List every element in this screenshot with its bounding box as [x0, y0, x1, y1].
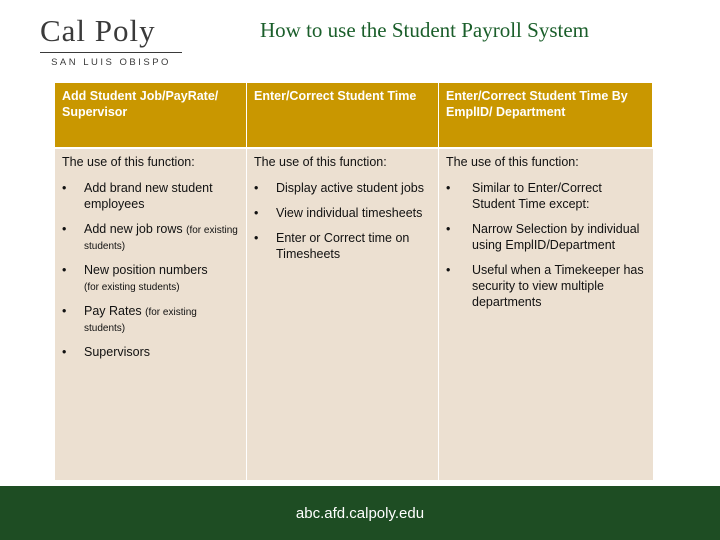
- list-item: [446, 262, 646, 310]
- list-item: [62, 221, 239, 253]
- list-item: [62, 344, 239, 360]
- bullet-glyph: •: [62, 345, 67, 359]
- item-text: Add new job rows: [84, 222, 187, 236]
- cell-enter-correct-time: [247, 149, 439, 480]
- item-note: (for existing students): [84, 225, 238, 252]
- bullet-glyph: •: [446, 222, 451, 236]
- header-enter-correct-time: Enter/Correct Student Time: [247, 83, 439, 149]
- list-item: [446, 180, 646, 212]
- logo-subtitle: SAN LUIS OBISPO: [51, 57, 171, 68]
- bullet-list: [254, 180, 431, 262]
- item-text: View individual timesheets: [276, 206, 423, 220]
- bullet-glyph: •: [62, 263, 67, 277]
- bullet-list: [446, 180, 646, 310]
- cell-add-student-job: [55, 149, 247, 480]
- cell-intro: The use of this function:: [446, 155, 579, 169]
- item-note: (for existing students): [84, 282, 180, 293]
- bullet-glyph: •: [446, 263, 451, 277]
- bullet-glyph: •: [446, 181, 451, 195]
- list-item: [254, 205, 431, 221]
- logo-divider: [40, 52, 182, 53]
- item-text: Display active student jobs: [276, 181, 424, 195]
- item-text: Add brand new student employees: [84, 181, 213, 211]
- item-text: Narrow Selection by individual using EmplID/Department: [472, 222, 640, 252]
- item-text: New position numbers: [84, 263, 208, 277]
- bullet-glyph: •: [62, 304, 67, 318]
- footer-bar: [0, 486, 720, 540]
- footer-url-link[interactable]: abc.afd.calpoly.edu: [295, 504, 425, 522]
- item-text: Useful when a Timekeeper has security to view multiple departments: [472, 263, 644, 309]
- function-table: [55, 83, 653, 480]
- bullet-glyph: •: [254, 181, 259, 195]
- bullet-list: [62, 180, 239, 360]
- list-item: [254, 230, 431, 262]
- item-text: Supervisors: [84, 345, 150, 359]
- bullet-glyph: •: [254, 206, 259, 220]
- bullet-glyph: •: [254, 231, 259, 245]
- cell-enter-correct-time-by-emplid: [439, 149, 653, 480]
- list-item: [62, 303, 239, 335]
- item-text: Enter or Correct time on Timesheets: [276, 231, 410, 261]
- item-text: Pay Rates: [84, 304, 146, 318]
- list-item: [62, 262, 239, 294]
- cell-intro: The use of this function:: [254, 155, 387, 169]
- slide-title: How to use the Student Payroll System: [260, 18, 589, 42]
- cell-intro: The use of this function:: [62, 155, 195, 169]
- list-item: [62, 180, 239, 212]
- bullet-glyph: •: [62, 222, 67, 236]
- cal-poly-logo: [40, 14, 182, 68]
- item-text: Similar to Enter/Correct Student Time except:: [472, 181, 602, 211]
- list-item: [446, 221, 646, 253]
- header-enter-correct-time-by-emplid: Enter/Correct Student Time By EmplID/ Department: [439, 83, 653, 149]
- logo-wordmark: Cal Poly: [40, 13, 156, 48]
- header-add-student-job: Add Student Job/PayRate/ Supervisor: [55, 83, 247, 149]
- item-note: (for existing students): [84, 307, 197, 334]
- bullet-glyph: •: [62, 181, 67, 195]
- list-item: [254, 180, 431, 196]
